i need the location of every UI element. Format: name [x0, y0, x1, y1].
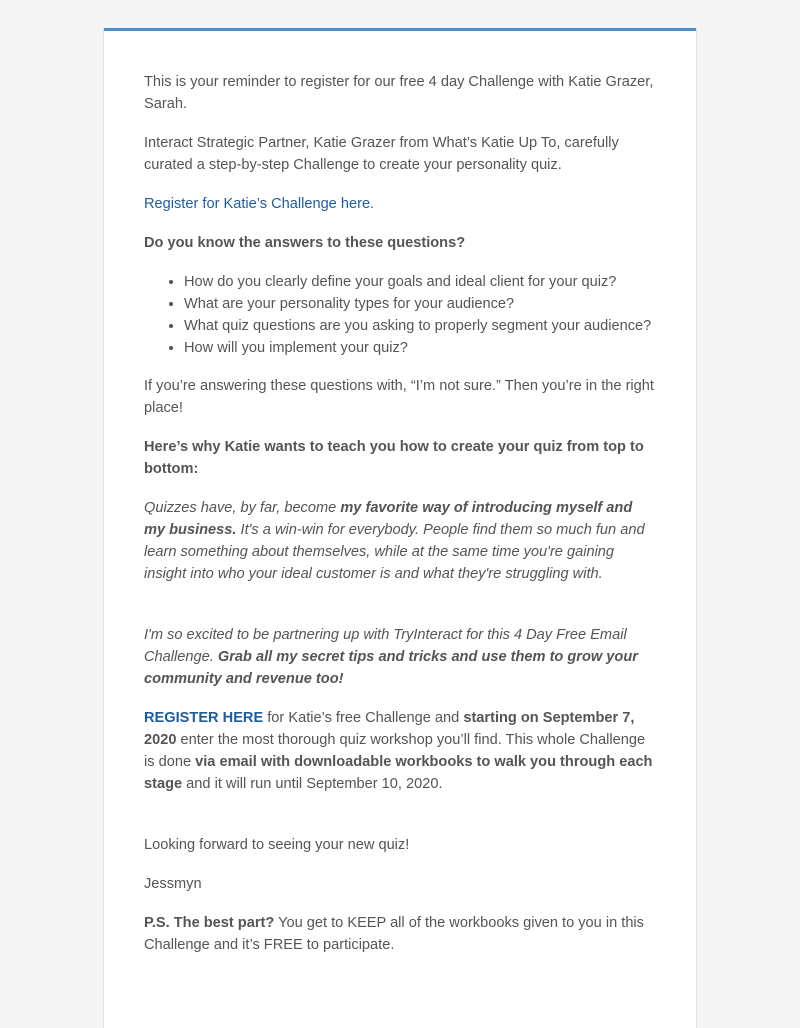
quote1-part-b: my favorite way of introducing myself and my business. — [144, 500, 633, 538]
ps-paragraph — [144, 912, 656, 956]
quote-paragraph-1 — [144, 497, 656, 585]
register-text-1: for Katie’s free Challenge and — [263, 710, 464, 726]
closing-paragraph: Looking forward to seeing your new quiz! — [144, 837, 410, 853]
quote-paragraph-2 — [144, 624, 656, 690]
list-item: • What are your personality types for your audience? — [184, 293, 656, 315]
intro-paragraph: This is your reminder to register for our free 4 day Challenge with Katie Grazer, Sarah. — [144, 74, 654, 112]
quote2-part-a: I'm so excited to be partnering up with TryInteract for this 4 Day Free Email Challenge. — [144, 627, 627, 665]
ps-text: You get to KEEP all of the workbooks given to you in this Challenge and it’s FREE to participate. — [144, 915, 644, 953]
list-item: • What quiz questions are you asking to properly segment your audience? — [184, 315, 656, 337]
spacer — [144, 602, 656, 624]
not-sure-paragraph: If you’re answering these questions with, “I’m not sure.” Then you’re in the right place! — [144, 378, 654, 416]
quote1-part-a: Quizzes have, by far, become — [144, 500, 341, 516]
register-text-2: enter the most thorough quiz workshop you’ll find. This whole Challenge is done — [144, 732, 646, 770]
register-link-paragraph — [144, 193, 656, 215]
email-body — [144, 71, 656, 973]
register-bold-2: via email with downloadable workbooks to walk you through each stage — [144, 754, 653, 792]
questions-heading — [144, 232, 656, 254]
ps-bold: P.S. The best part? — [144, 915, 275, 931]
register-here-link[interactable]: REGISTER HERE — [144, 710, 264, 726]
list-item: • How do you clearly define your goals and ideal client for your quiz? — [184, 271, 656, 293]
questions-list — [144, 271, 656, 359]
quote1-part-c: It's a win-win for everybody. People find them so much fun and learn something about themselves, while at the same time you're gaining insight into who your ideal customer is and what they're struggling with. — [144, 522, 645, 582]
email-card — [103, 28, 697, 1028]
questions-heading-text: Do you know the answers to these questions? — [144, 235, 466, 251]
card-accent-bar — [104, 28, 696, 31]
register-paragraph — [144, 707, 656, 795]
register-text-3: and it will run until September 10, 2020. — [182, 776, 443, 792]
register-link[interactable]: Register for Katie’s Challenge here. — [144, 196, 375, 212]
quote2-part-b: Grab all my secret tips and tricks and use them to grow your community and revenue too! — [144, 649, 638, 687]
why-heading — [144, 436, 656, 480]
why-heading-text: Here’s why Katie wants to teach you how to create your quiz from top to bottom: — [144, 439, 644, 477]
partner-paragraph: Interact Strategic Partner, Katie Grazer from What’s Katie Up To, carefully curated a step-by-step Challenge to create your personality quiz. — [144, 135, 619, 173]
list-item: • How will you implement your quiz? — [184, 337, 656, 359]
signature: Jessmyn — [144, 876, 202, 892]
register-bold-1: starting on September 7, 2020 — [144, 710, 635, 748]
spacer — [144, 812, 656, 834]
